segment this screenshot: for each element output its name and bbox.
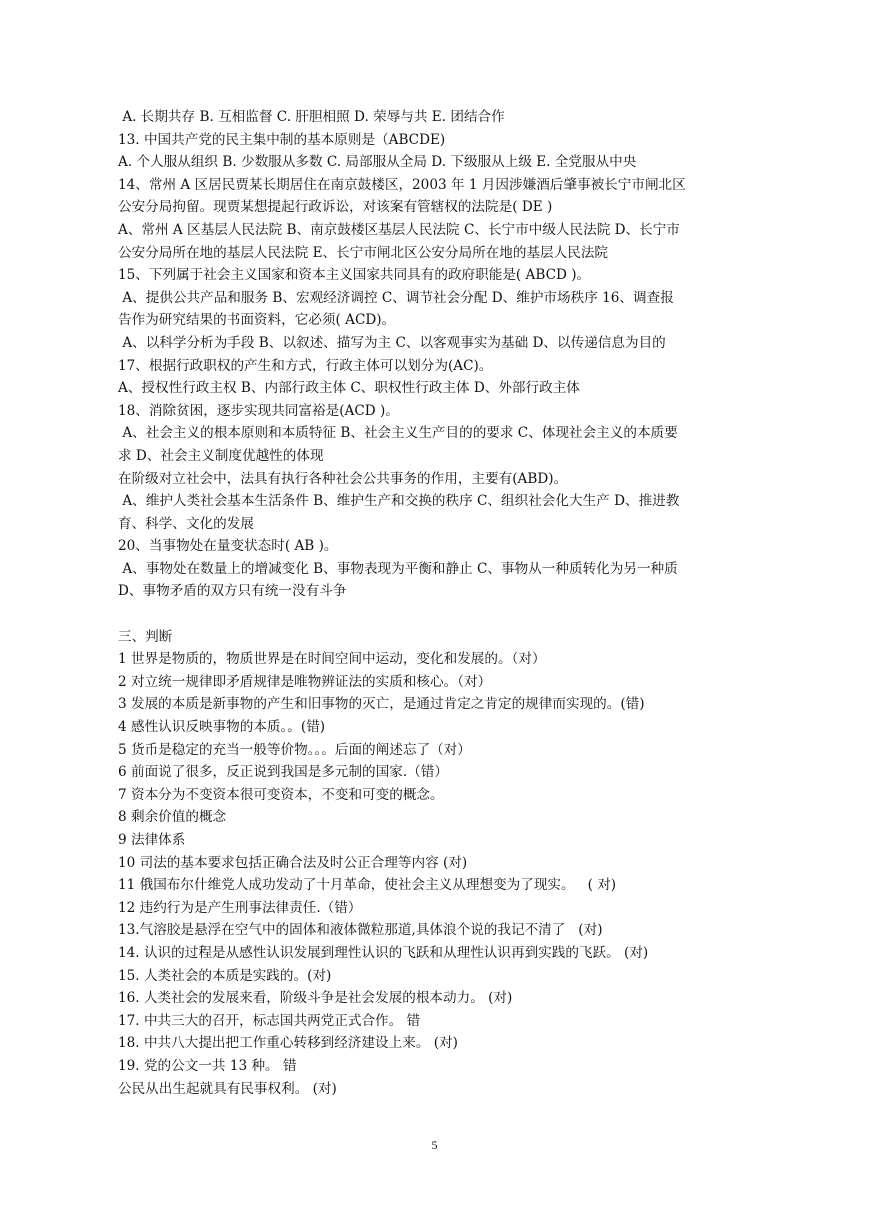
judgment-item: 15. 人类社会的本质是实践的。(对) (118, 967, 332, 984)
judgment-item: 12 违约行为是产生刑事法律责任.（错） (118, 899, 362, 916)
text-line: A、授权性行政主权 B、内部行政主体 C、职权性行政主体 D、外部行政主体 (118, 380, 580, 397)
text-line: A、以科学分析为手段 B、以叙述、描写为主 C、以客观事实为基础 D、以传递信息为目的 (118, 334, 666, 351)
question-15-line: 15、下列属于社会主义国家和资本主义国家共同具有的政府职能是( ABCD )。 (118, 267, 591, 284)
section-heading: 三、判断 (118, 628, 173, 645)
text-line: 公安分局拘留。现贾某想提起行政诉讼，对该案有管辖权的法院是( DE ) (118, 199, 553, 216)
question-20-line: 20、当事物处在量变状态时( AB )。 (118, 538, 338, 555)
blank-line (118, 603, 758, 626)
document-body (118, 106, 758, 1100)
text-line: 求 D、社会主义制度优越性的体现 (118, 447, 324, 464)
judgment-item: 14. 认识的过程是从感性认识发展到理性认识的飞跃和从理性认识再到实践的飞跃。 (对) (118, 944, 649, 961)
judgment-item: 1 世界是物质的，物质世界是在时间空间中运动，变化和发展的。（对） (118, 651, 546, 668)
question-13-line: 13. 中国共产党的民主集中制的基本原则是（ABCDE) (118, 131, 446, 148)
question-18-line: 18、消除贫困，逐步实现共同富裕是(ACD )。 (118, 402, 399, 419)
text-line: A、常州 A 区基层人民法院 B、南京鼓楼区基层人民法院 C、长宁市中级人民法院 D、长宁市 (118, 221, 680, 238)
text-line: A. 长期共存 B. 互相监督 C. 肝胆相照 D. 荣辱与共 E. 团结合作 (118, 109, 505, 125)
judgment-item: 6 前面说了很多，反正说到我国是多元制的国家.（错） (118, 764, 448, 781)
text-line: A. 个人服从组织 B. 少数服从多数 C. 局部服从全局 D. 下级服从上级 E. 全党服从中央 (118, 154, 637, 171)
text-line: 公安分局所在地的基层人民法院 E、长宁市闸北区公安分局所在地的基层人民法院 (118, 244, 609, 261)
text-line: A、提供公共产品和服务 B、宏观经济调控 C、调节社会分配 D、维护市场秩序 16、调查报 (118, 289, 674, 306)
judgment-item: 5 货币是稳定的充当一般等价物。。。后面的阐述忘了（对） (118, 741, 471, 758)
judgment-item: 13.气溶胶是悬浮在空气中的固体和液体微粒那道,具体浪个说的我记不清了 (对) (118, 922, 603, 939)
judgment-item: 2 对立统一规律即矛盾规律是唯物辨证法的实质和核心。（对） (118, 673, 492, 690)
question-17-line: 17、根据行政职权的产生和方式，行政主体可以划分为(AC)。 (118, 357, 493, 374)
text-line: A、事物处在数量上的增减变化 B、事物表现为平衡和静止 C、事物从一种质转化为另一种质 (118, 560, 678, 577)
judgment-item: 4 感性认识反映事物的本质。。(错) (118, 719, 326, 736)
text-line: 告作为研究结果的书面资料，它必须( ACD)。 (118, 312, 396, 329)
page-number: 5 (431, 1138, 438, 1152)
judgment-item: 16. 人类社会的发展来看，阶级斗争是社会发展的根本动力。 (对) (118, 990, 513, 1007)
judgment-item: 18. 中共八大提出把工作重心转移到经济建设上来。 (对) (118, 1035, 458, 1052)
question-14-line: 14、常州 A 区居民贾某长期居住在南京鼓楼区，2003 年 1 月因涉嫌酒后肇事被长宁市闸北区 (118, 176, 686, 193)
judgment-item: 3 发展的本质是新事物的产生和旧事物的灭亡，是通过肯定之肯定的规律而实现的。(错) (118, 696, 645, 713)
text-line: A、维护人类社会基本生活条件 B、维护生产和交换的秩序 C、组织社会化大生产 D、推进教 (118, 493, 680, 510)
judgment-item: 11 俄国布尔什维党人成功发动了十月革命，使社会主义从理想变为了现实。 ( 对) (118, 877, 617, 894)
text-line: 育、科学、文化的发展 (118, 515, 254, 532)
judgment-item: 9 法律体系 (118, 832, 186, 848)
judgment-item: 19. 党的公文一共 13 种。 错 (118, 1057, 297, 1074)
question-19-line: 在阶级对立社会中，法具有执行各种社会公共事务的作用，主要有(ABD)。 (118, 470, 568, 487)
judgment-item: 公民从出生起就具有民事权利。 (对) (118, 1080, 337, 1097)
text-line: D、事物矛盾的双方只有统一没有斗争 (118, 583, 347, 600)
text-line: A、社会主义的根本原则和本质特征 B、社会主义生产目的的要求 C、体现社会主义的本质要 (118, 425, 678, 442)
judgment-item: 10 司法的基本要求包括正确合法及时公正合理等内容 (对) (118, 854, 468, 871)
judgment-item: 7 资本分为不变资本很可变资本，不变和可变的概念。 (118, 786, 444, 803)
judgment-item: 17. 中共三大的召开，标志国共两党正式合作。 错 (118, 1012, 421, 1029)
judgment-item: 8 剩余价值的概念 (118, 809, 227, 826)
